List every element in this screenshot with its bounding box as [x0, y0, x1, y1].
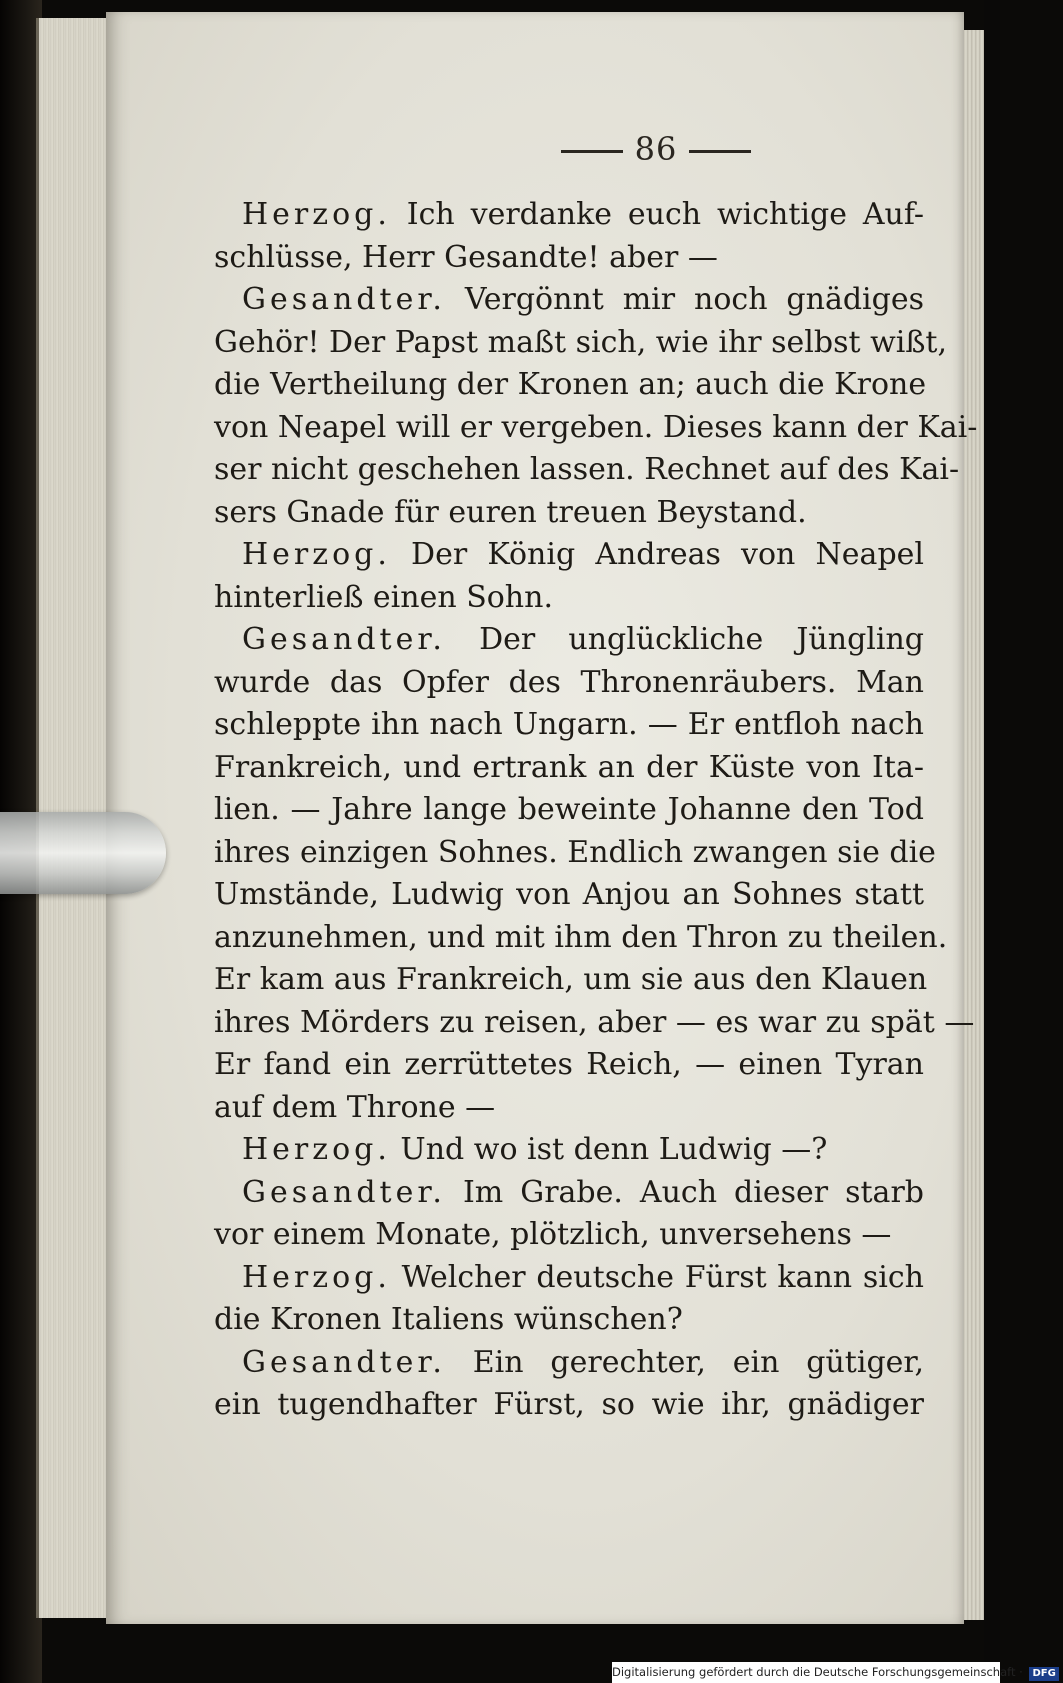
text-line [214, 492, 924, 535]
text-line [214, 1172, 924, 1215]
line-text: wurde das Opfer des Thronenräubers. Man [214, 664, 924, 700]
book-right-edge [984, 0, 1000, 1683]
line-text: Er kam aus Frankreich, um sie aus den Klauen [214, 962, 928, 997]
text-line [214, 534, 924, 577]
text-line [214, 619, 924, 662]
text-line [214, 1257, 924, 1300]
speaker-name: Herzog. [242, 197, 391, 232]
line-text: Und wo ist denn Ludwig —? [400, 1132, 828, 1167]
line-text: lien. — Jahre lange beweinte Johanne den Tod [214, 792, 924, 827]
line-text: Er fand ein zerrüttetes Reich, — einen Tyran [214, 1047, 924, 1082]
text-line [214, 959, 928, 1002]
line-text: hinterließ einen Sohn. [214, 579, 553, 615]
line-text: auf dem Throne — [214, 1089, 496, 1125]
text-line [214, 279, 924, 322]
line-text: Vergönnt mir noch gnädiges [464, 282, 924, 317]
line-text: Gehör! Der Papst maßt sich, wie ihr selbst wißt, [214, 324, 947, 360]
text-line [214, 1214, 924, 1257]
text-line [214, 874, 924, 917]
line-text: ihres Mörders zu reisen, aber — es war zu spät — [214, 1004, 975, 1040]
speaker-name: Herzog. [242, 1132, 391, 1167]
line-text: schlüsse, Herr Gesandte! aber — [214, 239, 718, 275]
line-text: Der unglückliche Jüngling [479, 622, 924, 657]
page-number-value: 86 [634, 130, 678, 168]
text-line [214, 364, 927, 407]
line-text: Ich verdanke euch wichtige Auf- [406, 197, 924, 232]
text-line [214, 917, 948, 960]
line-text: anzunehmen, und mit ihm den Thron zu theilen. [214, 919, 948, 955]
page-number-dash-left [561, 150, 623, 153]
speaker-name: Gesandter. [242, 282, 446, 317]
speaker-name: Gesandter. [242, 1344, 446, 1380]
line-text: Umstände, Ludwig von Anjou an Sohnes statt [214, 877, 924, 912]
page-text [214, 194, 978, 1427]
text-line [214, 322, 947, 365]
line-text: ein tugendhafter Fürst, so wie ihr, gnädiger [214, 1387, 924, 1422]
line-text: die Kronen Italiens wünschen? [214, 1302, 683, 1337]
line-text: Der König Andreas von Neapel [411, 537, 924, 572]
text-line [214, 577, 924, 620]
text-line [214, 1044, 924, 1087]
speaker-name: Herzog. [242, 1259, 391, 1295]
page-number [526, 130, 786, 168]
speaker-name: Herzog. [242, 537, 391, 572]
text-line [214, 407, 978, 450]
text-line [214, 789, 924, 832]
footer-credit-text: Digitalisierung gefördert durch die Deutsche Forschungsgemeinschaft [612, 1665, 1016, 1679]
text-line [214, 1299, 924, 1342]
speaker-name: Gesandter. [242, 1174, 446, 1210]
text-line [214, 1087, 924, 1130]
text-line [214, 1384, 924, 1427]
text-line [214, 747, 924, 790]
text-line [214, 1342, 924, 1385]
line-text: ser nicht geschehen lassen. Rechnet auf des Kai- [214, 452, 960, 487]
dfg-logo: DFG [1029, 1667, 1058, 1681]
line-text: die Vertheilung der Kronen an; auch die Krone [214, 367, 927, 402]
line-text: vor einem Monate, plötzlich, unversehens — [214, 1217, 892, 1252]
bookmark-clip [0, 812, 166, 894]
line-text: Im Grabe. Auch dieser starb [462, 1174, 924, 1210]
line-text: ihres einzigen Sohnes. Endlich zwangen sie die [214, 834, 936, 870]
text-line [214, 662, 924, 705]
text-line [214, 449, 960, 492]
line-text: sers Gnade für euren treuen Beystand. [214, 494, 807, 530]
footer-credit: Digitalisierung gefördert durch die Deutsche Forschungsgemeinschaft · DFG [612, 1662, 1000, 1683]
line-text: von Neapel will er vergeben. Dieses kann der Kai- [214, 409, 978, 445]
page-stack-right [964, 30, 986, 1620]
text-line [214, 1002, 975, 1045]
line-text: Ein gerechter, ein gütiger, [472, 1344, 924, 1380]
text-line [214, 237, 924, 280]
speaker-name: Gesandter. [242, 622, 446, 657]
text-line [214, 704, 924, 747]
text-line [214, 1129, 924, 1172]
text-line [214, 832, 936, 875]
text-line [214, 194, 924, 237]
page-number-dash-right [689, 150, 751, 153]
line-text: Frankreich, und ertrank an der Küste von Ita- [214, 749, 924, 785]
line-text: schleppte ihn nach Ungarn. — Er entfloh nach [214, 707, 924, 742]
line-text: Welcher deutsche Fürst kann sich [401, 1259, 924, 1295]
